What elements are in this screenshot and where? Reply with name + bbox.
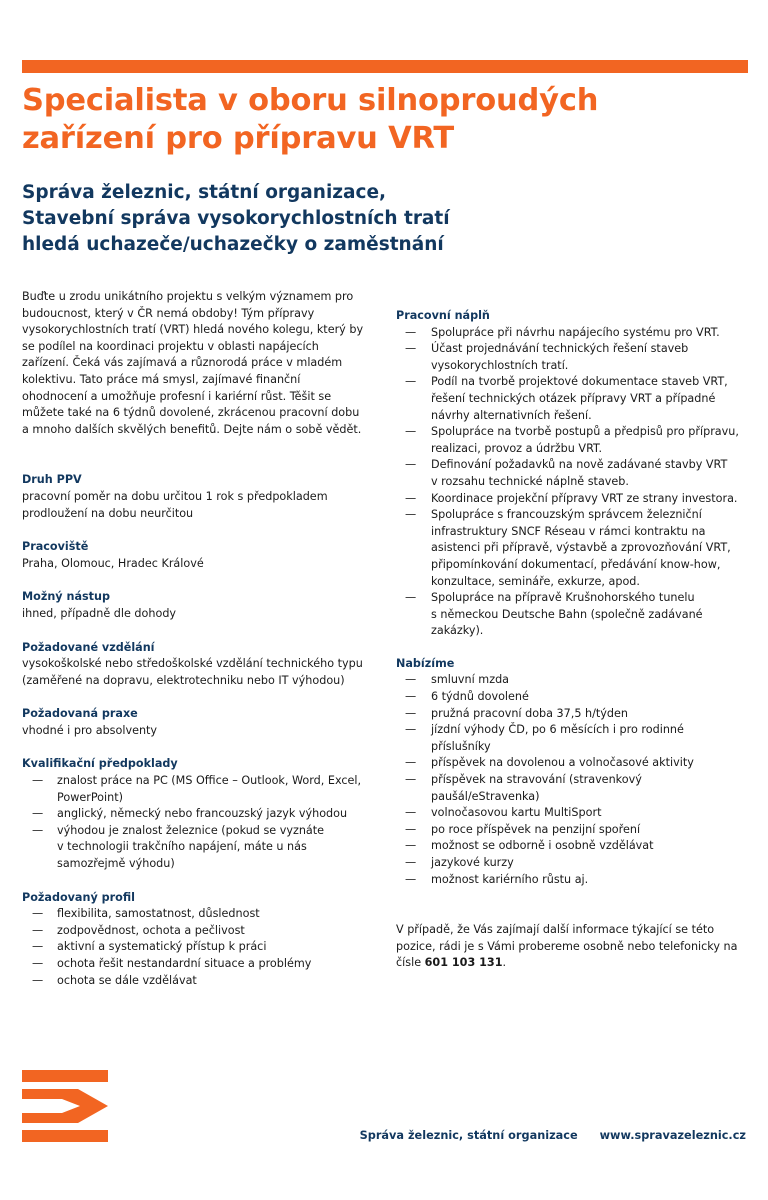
list-item-text: — Definování požadavků na nově zadávané stavby VRT bbox=[431, 458, 728, 472]
section-heading: Požadovaná praxe bbox=[22, 707, 138, 721]
list-item bbox=[22, 939, 384, 956]
intro-line: Buďte u zrodu unikátního projektu s velkým významem pro bbox=[22, 290, 354, 303]
list-item-text: — zodpovědnost, ochota a pečlivost bbox=[57, 923, 245, 937]
list-item-text: — Účast projednávání technických řešení staveb bbox=[431, 342, 689, 356]
phone-number[interactable]: 601 103 131 bbox=[424, 956, 503, 970]
list-item bbox=[396, 689, 756, 706]
list-item-text: — výhodou je znalost železnice (pokud se vyznáte bbox=[57, 823, 325, 837]
list-item-text: — Spolupráce s francouzským správcem železniční bbox=[431, 508, 702, 522]
footer-website-link[interactable]: www.spravazeleznic.cz bbox=[599, 1129, 746, 1142]
intro-line: a mnoho dalších skvělých benefitů. Dejte nám o sobě vědět. bbox=[22, 422, 362, 436]
list-item-text: — Spolupráce na tvorbě postupů a předpisů pro přípravu, bbox=[431, 425, 739, 439]
list-item bbox=[396, 872, 756, 889]
section-heading: Nabízíme bbox=[396, 656, 455, 670]
list-item-text: — flexibilita, samostatnost, důslednost bbox=[57, 907, 260, 921]
list-item-text: — ochota řešit nestandardní situace a problémy bbox=[57, 957, 312, 970]
job-title-line: Specialista v oboru silnoproudých bbox=[22, 83, 599, 118]
subtitle-line: hledá uchazeče/uchazečky o zaměstnání bbox=[22, 234, 444, 255]
list-item bbox=[22, 923, 384, 940]
intro-paragraph bbox=[22, 289, 384, 438]
list-item bbox=[22, 806, 384, 823]
section-text: Praha, Olomouc, Hradec Králové bbox=[22, 556, 204, 570]
list-item-text: — příspěvek na stravování (stravenkový bbox=[431, 773, 642, 787]
contact-suffix: . bbox=[502, 956, 507, 970]
list-item bbox=[396, 755, 756, 772]
section-druh-ppv bbox=[22, 472, 384, 522]
section-text: ihned, případně dle dohody bbox=[22, 606, 177, 620]
list-item bbox=[22, 973, 384, 990]
list-item bbox=[396, 706, 756, 723]
contact-line-last bbox=[396, 955, 756, 972]
subtitle-line: Stavební správa vysokorychlostních tratí bbox=[22, 208, 450, 229]
section-pracoviste bbox=[22, 539, 384, 572]
list-item-text: v technologii trakčního napájení, máte u nás bbox=[57, 840, 307, 854]
list-item bbox=[396, 424, 756, 457]
list-item-text: PowerPoint) bbox=[57, 790, 123, 804]
list-item-text: — ochota se dále vzdělávat bbox=[57, 973, 197, 987]
list-item bbox=[396, 590, 756, 640]
list-item bbox=[396, 374, 756, 424]
section-heading: Druh PPV bbox=[22, 473, 82, 487]
employer-subtitle bbox=[22, 180, 748, 258]
section-profil bbox=[22, 890, 384, 990]
footer bbox=[360, 1129, 746, 1142]
list-item-text: příslušníky bbox=[431, 739, 491, 753]
list-item bbox=[396, 325, 756, 342]
list-item-text: — možnost kariérního růstu aj. bbox=[431, 872, 589, 886]
list-item-text: návrhy alternativních řešení. bbox=[431, 408, 592, 422]
list-item-text: — pružná pracovní doba 37,5 h/týden bbox=[431, 706, 628, 720]
contact-paragraph bbox=[396, 922, 756, 972]
section-text: pracovní poměr na dobu určitou 1 rok s předpokladem bbox=[22, 489, 328, 503]
list-item bbox=[396, 855, 756, 872]
list-item-text: — příspěvek na dovolenou a volnočasové aktivity bbox=[431, 756, 694, 770]
section-text: vysokoškolské nebo středoškolské vzdělání technického typu bbox=[22, 657, 363, 671]
list-item-text: v rozsahu technické náplně staveb. bbox=[431, 474, 629, 488]
list-item-text: — anglický, německý nebo francouzský jazyk výhodou bbox=[57, 807, 348, 821]
job-title-line: zařízení pro přípravu VRT bbox=[22, 121, 455, 156]
list-item-text: s německou Deutsche Bahn (společně zadávané bbox=[431, 607, 703, 621]
list-item-text: připomínkování dokumentací, předávání know-how, bbox=[431, 557, 721, 571]
list-item-text: paušál/eStravenka) bbox=[431, 789, 540, 803]
list-item-text: — aktivní a systematický přístup k práci bbox=[57, 940, 267, 954]
list-item-text: vysokorychlostních tratí. bbox=[431, 358, 569, 372]
contact-prefix: čísle bbox=[396, 956, 425, 970]
section-nabizime bbox=[396, 656, 756, 888]
intro-line: budoucnost, který v ČR nemá obdoby! Tým přípravy bbox=[22, 306, 315, 320]
section-text: prodloužení na dobu neurčitou bbox=[22, 506, 194, 520]
left-column bbox=[22, 289, 384, 989]
list-item bbox=[396, 672, 756, 689]
section-heading: Kvalifikační předpoklady bbox=[22, 757, 178, 771]
list-item bbox=[22, 956, 384, 973]
intro-line: se podílel na koordinaci projektu v oblasti napájecích bbox=[22, 339, 319, 353]
section-heading: Pracovní náplň bbox=[396, 309, 490, 322]
list-item-text: infrastruktury SNCF Réseau v rámci kontraktu na bbox=[431, 524, 706, 538]
section-vzdelani bbox=[22, 640, 384, 690]
list-item-text: asistenci při přípravě, výstavbě a zprovozňování VRT, bbox=[431, 541, 731, 555]
list-item bbox=[396, 838, 756, 855]
section-heading: Pracoviště bbox=[22, 540, 89, 554]
section-heading: Možný nástup bbox=[22, 590, 110, 604]
list-item bbox=[22, 906, 384, 923]
subtitle-line: Správa železnic, státní organizace, bbox=[22, 182, 387, 203]
list-item-text: — smluvní mzda bbox=[431, 673, 510, 687]
list-item-text: — znalost práce na PC (MS Office – Outlook, Word, Excel, bbox=[57, 774, 362, 788]
list-item bbox=[396, 772, 756, 805]
section-heading: Požadovaný profil bbox=[22, 890, 135, 904]
list-item bbox=[396, 805, 756, 822]
top-accent-bar bbox=[22, 60, 748, 73]
section-text: vhodné i pro absolventy bbox=[22, 723, 158, 737]
list-item bbox=[396, 491, 756, 508]
list-item-text: — jízdní výhody ČD, po 6 měsících i pro rodinné bbox=[431, 723, 684, 737]
job-title bbox=[22, 82, 748, 158]
section-praxe bbox=[22, 706, 384, 739]
contact-line: pozice, rádi je s Vámi probereme osobně nebo telefonicky na bbox=[396, 939, 738, 953]
contact-line: V případě, že Vás zajímají další informace týkající se této bbox=[396, 923, 715, 937]
list-item bbox=[396, 341, 756, 374]
list-item-text: — 6 týdnů dovolené bbox=[431, 690, 529, 704]
list-item bbox=[396, 722, 756, 755]
sz-logo-icon bbox=[22, 1070, 108, 1142]
intro-line: kolektivu. Tato práce má smysl, zajímavé finanční bbox=[22, 372, 301, 386]
list-item-text: řešení technických otázek přípravy VRT a případné bbox=[431, 391, 716, 405]
list-item bbox=[396, 822, 756, 839]
section-kvalifikace bbox=[22, 756, 384, 872]
list-item bbox=[396, 457, 756, 490]
list-item-text: — Spolupráce při návrhu napájecího systému pro VRT. bbox=[431, 325, 720, 339]
list-item bbox=[22, 773, 384, 806]
list-item bbox=[396, 507, 756, 590]
intro-line: ohodnocení a umožňuje profesní i kariérní růst. Těšit se bbox=[22, 389, 332, 403]
list-item-text: — možnost se odborně i osobně vzdělávat bbox=[431, 839, 654, 853]
list-item-text: konzultace, semináře, exkurze, apod. bbox=[431, 574, 640, 588]
list-item-text: — Spolupráce na přípravě Krušnohorského tunelu bbox=[431, 591, 695, 605]
list-item-text: realizaci, provoz a údržbu VRT. bbox=[431, 441, 603, 455]
intro-line: můžete také na 6 týdnů dovolené, zkrácenou pracovní dobu bbox=[22, 406, 360, 420]
list-item-text: — Podíl na tvorbě projektové dokumentace staveb VRT, bbox=[431, 375, 728, 389]
footer-org: Správa železnic, státní organizace bbox=[359, 1129, 578, 1142]
section-napln bbox=[396, 308, 756, 640]
list-item-text: zakázky). bbox=[431, 624, 484, 638]
list-item-text: samozřejmě výhodu) bbox=[57, 857, 175, 871]
list-item-text: — jazykové kurzy bbox=[431, 856, 514, 869]
section-heading: Požadované vzdělání bbox=[22, 640, 155, 654]
intro-line: vysokorychlostních tratí (VRT) hledá nového kolegu, který by bbox=[22, 323, 364, 337]
intro-line: zařízení. Čeká vás zajímavá a různorodá práce v mladém bbox=[22, 356, 343, 370]
section-text: (zaměřené na dopravu, elektrotechniku nebo IT výhodou) bbox=[22, 673, 345, 687]
list-item-text: — volnočasovou kartu MultiSport bbox=[431, 806, 602, 820]
right-column bbox=[396, 308, 756, 972]
list-item bbox=[22, 823, 384, 873]
section-nastup bbox=[22, 589, 384, 622]
list-item-text: — po roce příspěvek na penzijní spoření bbox=[431, 822, 641, 836]
list-item-text: — Koordinace projekční přípravy VRT ze strany investora. bbox=[431, 491, 738, 505]
